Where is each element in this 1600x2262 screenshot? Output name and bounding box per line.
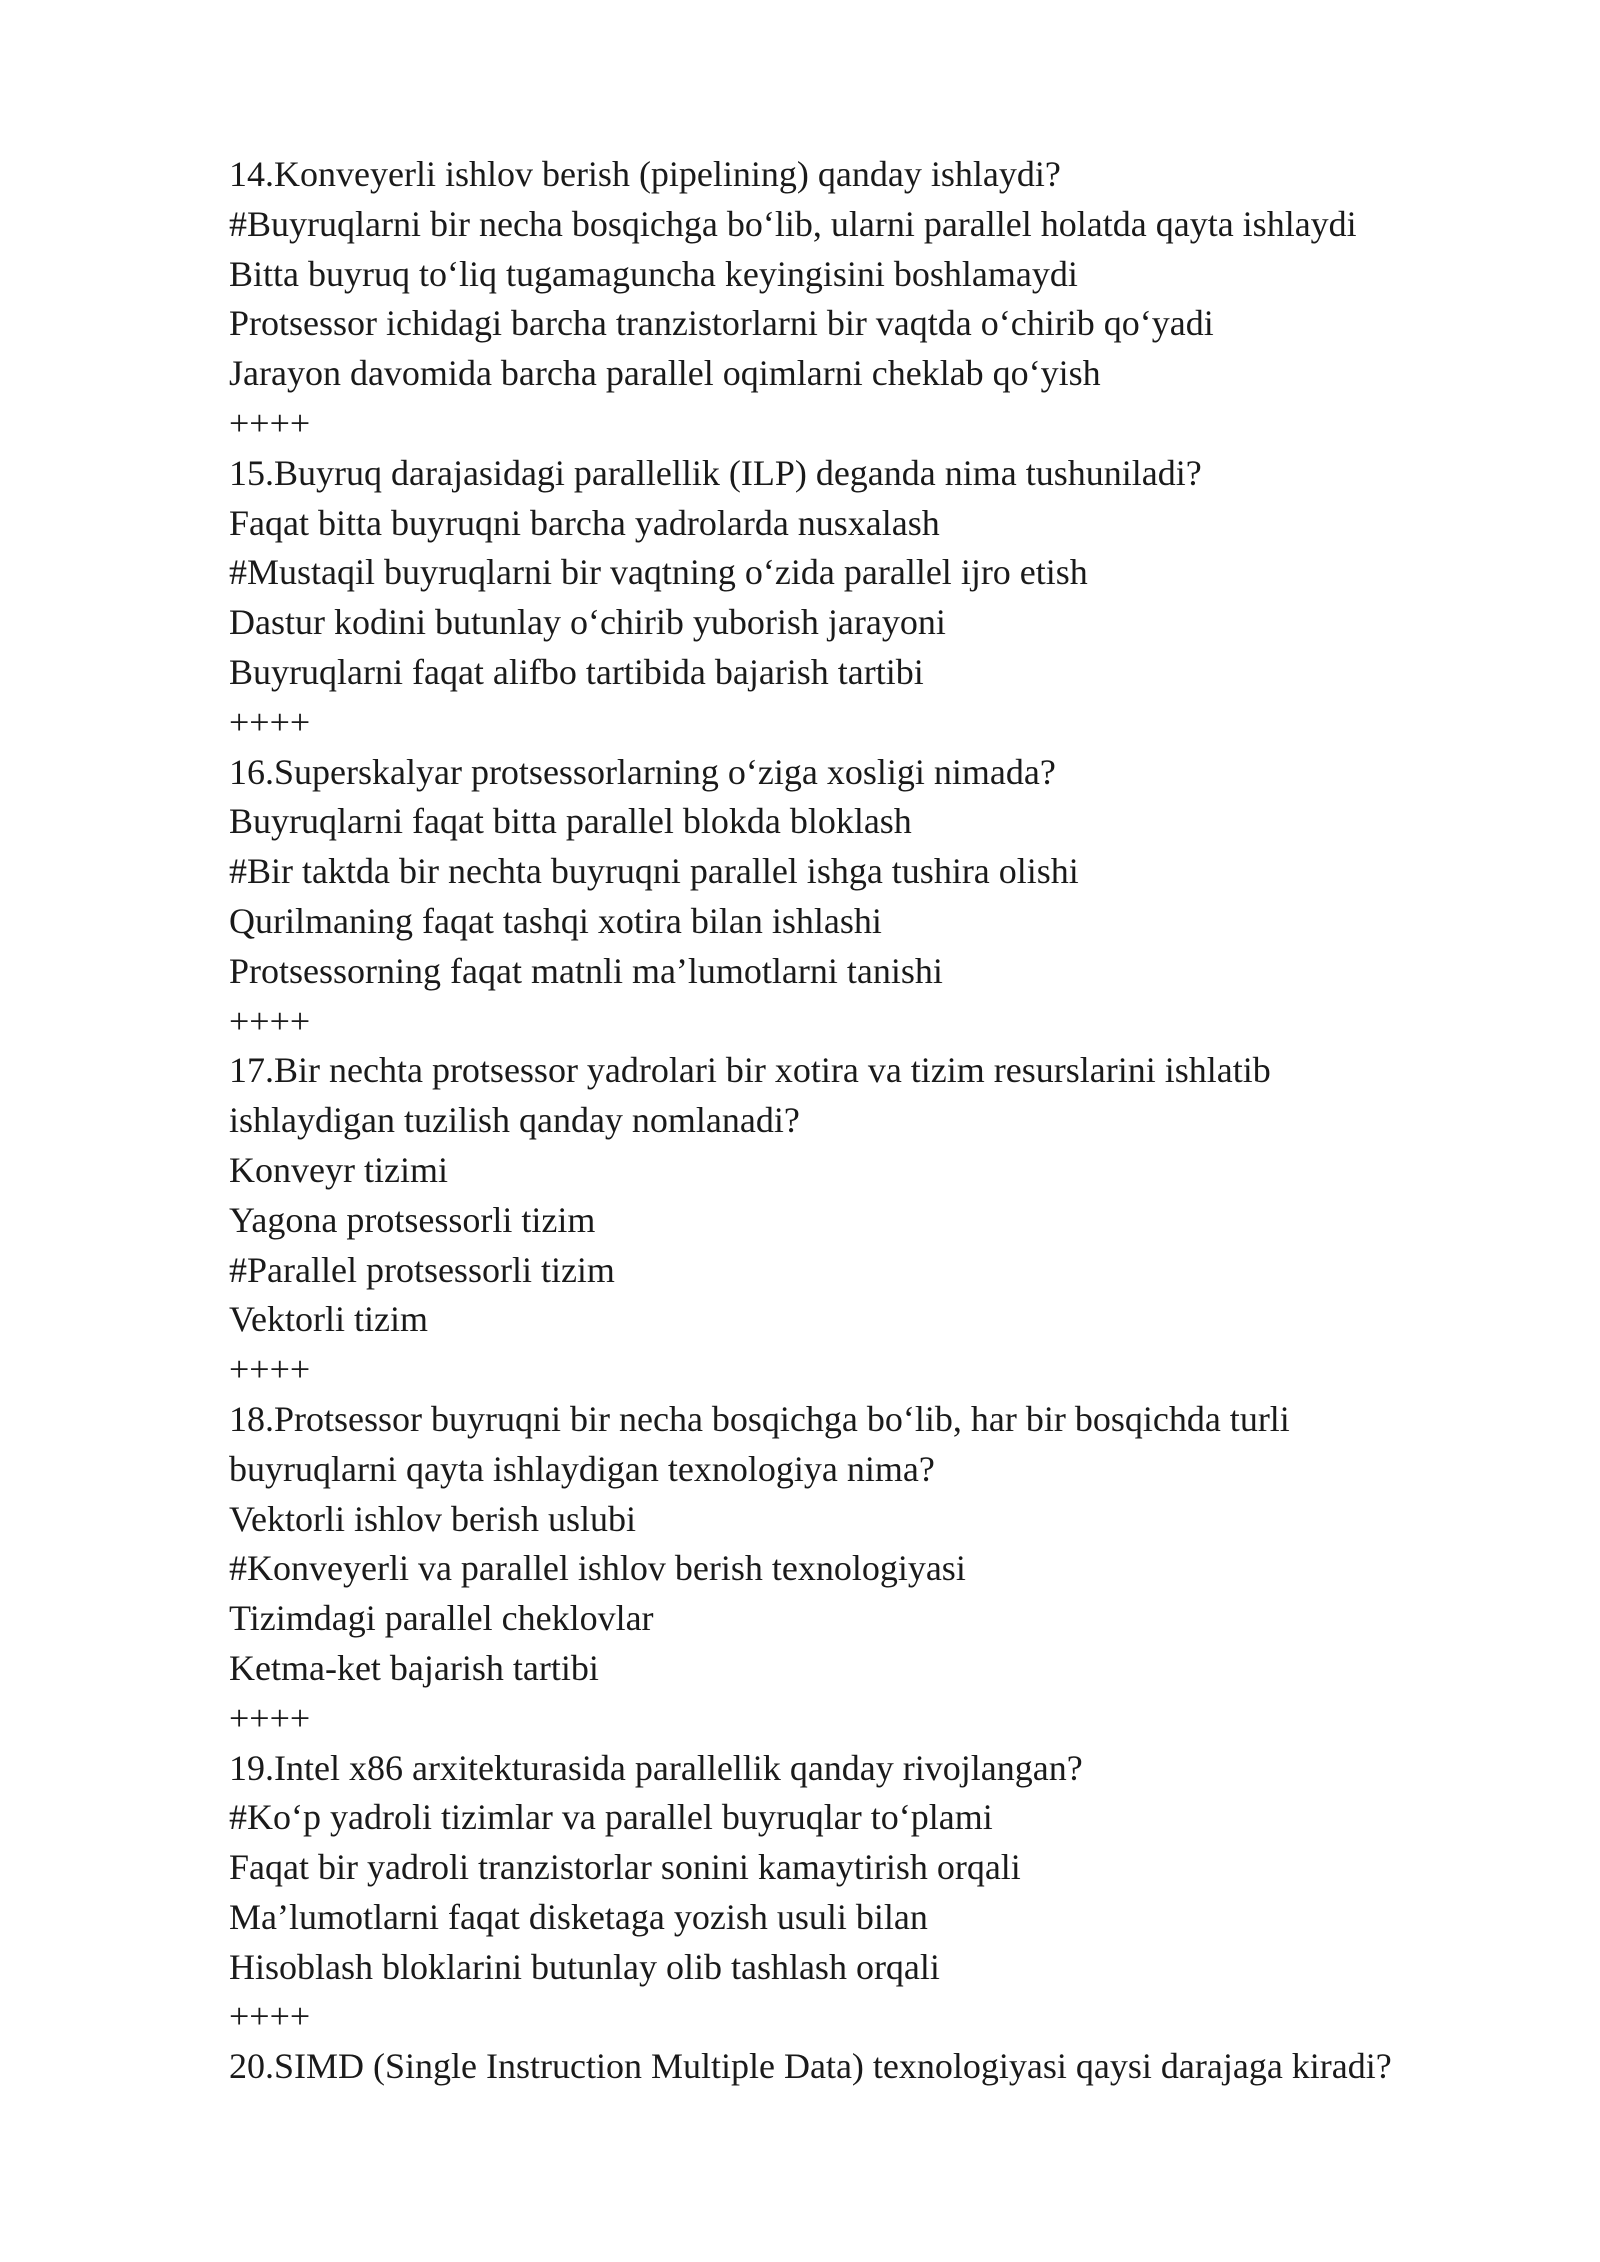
question-text-line-1: 18.Protsessor buyruqni bir necha bosqichga bo‘lib, har bir bosqichda turli — [229, 1398, 1290, 1439]
question-text: 19.Intel x86 arxitekturasida parallellik qanday rivojlangan? — [229, 1747, 1083, 1788]
quiz-block-17 — [229, 1046, 1529, 1395]
answer-option: Qurilmaning faqat tashqi xotira bilan ishlashi — [229, 900, 882, 941]
answer-option: Jarayon davomida barcha parallel oqimlarni cheklab qo‘yish — [229, 353, 1101, 394]
answer-option: Buyruqlarni faqat bitta parallel blokda bloklash — [229, 801, 912, 842]
answer-option: Faqat bir yadroli tranzistorlar sonini kamaytirish orqali — [229, 1847, 1021, 1888]
answer-option: Buyruqlarni faqat alifbo tartibida bajarish tartibi — [229, 651, 924, 692]
question-text-line-2: ishlaydigan tuzilish qanday nomlanadi? — [229, 1100, 800, 1141]
answer-option-correct: #Buyruqlarni bir necha bosqichga bo‘lib, ularni parallel holatda qayta ishlaydi — [229, 203, 1357, 244]
answer-option: Dastur kodini butunlay o‘chirib yuborish jarayoni — [229, 602, 946, 643]
quiz-block-15 — [229, 449, 1529, 748]
question-text: 20.SIMD (Single Instruction Multiple Data) texnologiyasi qaysi darajaga kiradi? — [229, 2046, 1392, 2087]
question-text: 16.Superskalyar protsessorlarning o‘ziga xosligi nimada? — [229, 751, 1056, 792]
answer-option: Yagona protsessorli tizim — [229, 1199, 596, 1240]
question-text: 14.Konveyerli ishlov berish (pipelining) qanday ishlaydi? — [229, 154, 1061, 194]
answer-option: Ma’lumotlarni faqat disketaga yozish usuli bilan — [229, 1896, 928, 1937]
answer-option: Tizimdagi parallel cheklovlar — [229, 1598, 654, 1639]
question-text-line-2: buyruqlarni qayta ishlaydigan texnologiya nima? — [229, 1448, 935, 1489]
block-separator: ++++ — [229, 701, 311, 742]
quiz-block-19 — [229, 1744, 1529, 2043]
block-separator: ++++ — [229, 1996, 311, 2037]
block-separator: ++++ — [229, 1349, 311, 1390]
answer-option: Konveyr tizimi — [229, 1149, 448, 1190]
answer-option: Bitta buyruq to‘liq tugamaguncha keyingisini boshlamaydi — [229, 253, 1078, 294]
answer-option-correct: #Mustaqil buyruqlarni bir vaqtning o‘zida parallel ijro etish — [229, 552, 1088, 593]
answer-option-correct: #Konveyerli va parallel ishlov berish texnologiyasi — [229, 1548, 966, 1589]
answer-option: Hisoblash bloklarini butunlay olib tashlash orqali — [229, 1946, 940, 1987]
block-separator: ++++ — [229, 1000, 311, 1041]
quiz-block-16 — [229, 748, 1529, 1047]
answer-option: Ketma-ket bajarish tartibi — [229, 1647, 599, 1688]
answer-option: Vektorli ishlov berish uslubi — [229, 1498, 636, 1539]
question-text: 15.Buyruq darajasidagi parallellik (ILP) deganda nima tushuniladi? — [229, 452, 1202, 493]
answer-option-correct: #Parallel protsessorli tizim — [229, 1249, 615, 1290]
answer-option: Protsessor ichidagi barcha tranzistorlarni bir vaqtda o‘chirib qo‘yadi — [229, 303, 1214, 344]
answer-option-correct: #Ko‘p yadroli tizimlar va parallel buyruqlar to‘plami — [229, 1797, 993, 1838]
question-text-line-1: 17.Bir nechta protsessor yadrolari bir xotira va tizim resurslarini ishlatib — [229, 1050, 1271, 1091]
answer-option: Protsessorning faqat matnli ma’lumotlarni tanishi — [229, 950, 943, 991]
quiz-content — [229, 150, 1529, 2092]
quiz-block-18 — [229, 1395, 1529, 1744]
answer-option: Vektorli tizim — [229, 1299, 428, 1340]
answer-option-correct: #Bir taktda bir nechta buyruqni parallel ishga tushira olishi — [229, 851, 1079, 892]
answer-option: Faqat bitta buyruqni barcha yadrolarda nusxalash — [229, 502, 940, 543]
block-separator: ++++ — [229, 1697, 311, 1738]
quiz-block-20 — [229, 2042, 1529, 2092]
block-separator: ++++ — [229, 402, 311, 443]
quiz-block-14 — [229, 150, 1529, 449]
